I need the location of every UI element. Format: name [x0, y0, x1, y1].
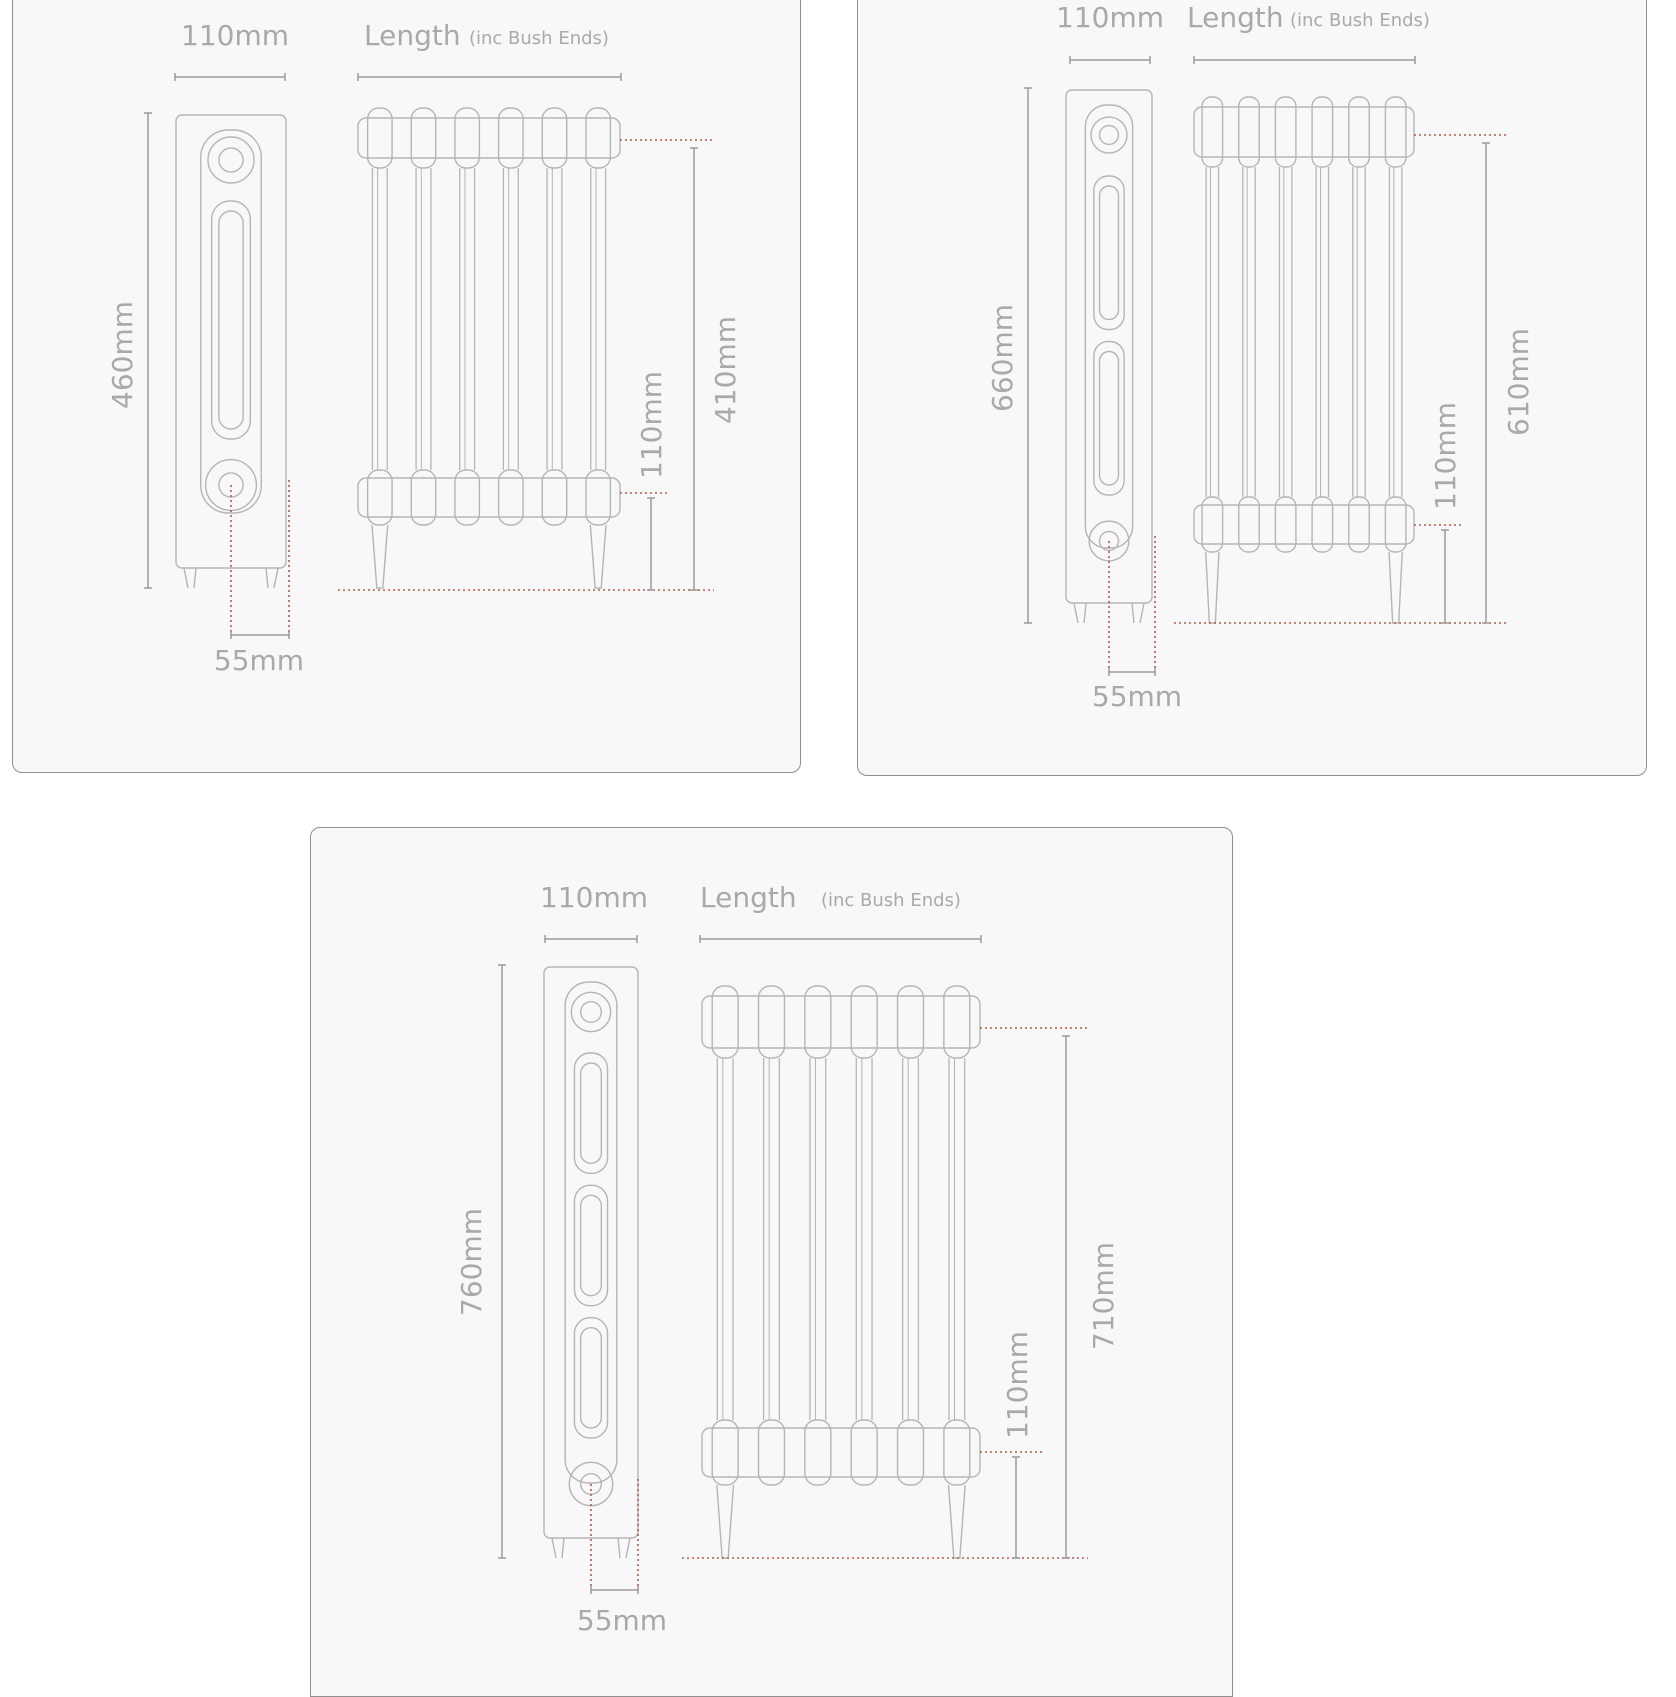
front-leg	[948, 1485, 965, 1558]
front-bottom-header	[702, 1428, 980, 1477]
front-leg	[717, 1485, 734, 1558]
pipe-offset-label: 55mm	[1091, 680, 1183, 713]
front-bottom-header	[358, 478, 620, 517]
radiator-diagram-2	[986, 1, 1535, 713]
side-panel-recess	[1094, 176, 1124, 330]
pipe-centre-label: 710mm	[1087, 1242, 1120, 1350]
front-column-foot	[759, 1420, 785, 1485]
side-top-boss	[208, 137, 254, 183]
front-column-cap	[759, 986, 785, 1058]
length-label: Length	[364, 19, 461, 52]
side-leg-right	[626, 1538, 630, 1558]
depth-label: 110mm	[540, 881, 648, 914]
side-panel-inner	[219, 211, 243, 429]
pipe-offset-label: 55mm	[576, 1604, 668, 1637]
side-panel-recess	[212, 201, 251, 439]
pipe-offset-label: 55mm	[213, 644, 305, 677]
radiator-front-view-icon	[1194, 97, 1414, 623]
front-leg	[372, 525, 388, 588]
side-top-boss	[1091, 117, 1127, 153]
front-column-cap	[368, 108, 392, 168]
front-top-header	[358, 118, 620, 158]
front-column-foot	[898, 1420, 924, 1485]
side-panel-inner	[581, 1328, 602, 1428]
overall-height-label: 660mm	[986, 304, 1019, 412]
depth-dimension-line	[545, 935, 637, 943]
floor-clearance-label: 110mm	[635, 371, 668, 479]
side-panel-inner	[581, 1063, 602, 1163]
radiator-side-view-icon	[176, 115, 286, 588]
length-label: Length	[700, 881, 797, 914]
side-panel-recess	[574, 1053, 607, 1173]
radiator-front-view-icon	[358, 108, 620, 588]
overall-height-dimension-line	[498, 965, 506, 1558]
side-inner-column	[1085, 105, 1132, 548]
side-leg-right-inner	[1132, 603, 1134, 623]
floor-clearance-label: 110mm	[1429, 402, 1462, 510]
side-inner-column	[565, 982, 617, 1483]
depth-dimension-line	[1070, 56, 1150, 64]
side-top-bore	[1100, 126, 1119, 145]
side-leg-right	[1140, 603, 1144, 623]
front-column-foot	[712, 1420, 738, 1485]
depth-dimension-line	[175, 73, 285, 81]
overall-height-dimension-line	[1024, 88, 1032, 623]
side-leg-right-inner	[618, 1538, 620, 1558]
length-dimension-line	[358, 73, 621, 81]
floor-clearance-dimension-line	[1012, 1457, 1020, 1558]
side-panel-recess	[574, 1185, 607, 1305]
radiator-diagram-3	[455, 881, 1120, 1637]
side-leg-right	[274, 568, 278, 588]
depth-label: 110mm	[1056, 1, 1164, 34]
front-leg	[1206, 552, 1219, 623]
side-leg-right-inner	[266, 568, 268, 588]
side-leg-left	[552, 1538, 556, 1558]
front-leg	[590, 525, 606, 588]
side-leg-left-inner	[1084, 603, 1086, 623]
pipe-centre-label: 610mm	[1502, 328, 1535, 436]
front-column-cap	[898, 986, 924, 1058]
overall-height-dimension-line	[144, 113, 152, 588]
side-panel-inner	[1100, 186, 1119, 320]
side-leg-left-inner	[562, 1538, 564, 1558]
front-leg	[1389, 552, 1402, 623]
front-column-cap	[712, 986, 738, 1058]
length-label: Length	[1187, 1, 1284, 34]
side-top-bore	[219, 148, 243, 172]
radiator-front-view-icon	[702, 986, 980, 1558]
side-top-boss	[571, 992, 610, 1031]
front-column-cap	[542, 108, 566, 168]
pipe-centre-dimension-line	[1482, 143, 1490, 623]
front-bottom-header	[1194, 505, 1414, 544]
overall-height-label: 460mm	[106, 301, 139, 409]
front-top-header	[1194, 107, 1414, 157]
front-column-cap	[944, 986, 970, 1058]
length-note: (inc Bush Ends)	[469, 28, 609, 49]
side-body	[1066, 90, 1152, 603]
front-column-cap	[805, 986, 831, 1058]
side-leg-left-inner	[194, 568, 196, 588]
pipe-offset-dimension-line	[1109, 668, 1155, 676]
front-column-foot	[805, 1420, 831, 1485]
front-column-cap	[851, 986, 877, 1058]
radiator-diagram-1	[106, 19, 742, 677]
side-panel-recess	[574, 1318, 607, 1438]
floor-clearance-label: 110mm	[1001, 1331, 1034, 1439]
depth-label: 110mm	[181, 19, 289, 52]
front-column-foot	[944, 1420, 970, 1485]
length-note: (inc Bush Ends)	[1290, 10, 1430, 31]
side-top-bore	[581, 1002, 602, 1023]
radiator-side-view-icon	[544, 967, 638, 1558]
front-column-cap	[499, 108, 523, 168]
length-dimension-line	[1194, 56, 1415, 64]
length-dimension-line	[700, 935, 981, 943]
pipe-offset-dimension-line	[591, 1586, 638, 1594]
side-leg-left	[1074, 603, 1078, 623]
front-column-cap	[586, 108, 610, 168]
front-column-cap	[455, 108, 479, 168]
side-panel-recess	[1094, 342, 1124, 496]
pipe-offset-dimension-line	[231, 631, 289, 639]
side-leg-left	[184, 568, 188, 588]
pipe-centre-label: 410mm	[709, 316, 742, 424]
pipe-centre-dimension-line	[690, 148, 698, 590]
pipe-centre-dimension-line	[1062, 1036, 1070, 1558]
side-panel-inner	[581, 1195, 602, 1295]
front-column-cap	[411, 108, 435, 168]
overall-height-label: 760mm	[455, 1208, 488, 1316]
floor-clearance-dimension-line	[1441, 530, 1449, 623]
floor-clearance-dimension-line	[647, 498, 655, 590]
front-column-foot	[851, 1420, 877, 1485]
front-top-header	[702, 996, 980, 1048]
side-panel-inner	[1100, 352, 1119, 486]
radiator-side-view-icon	[1066, 90, 1152, 623]
side-inner-column	[201, 130, 262, 513]
length-note: (inc Bush Ends)	[821, 890, 961, 911]
